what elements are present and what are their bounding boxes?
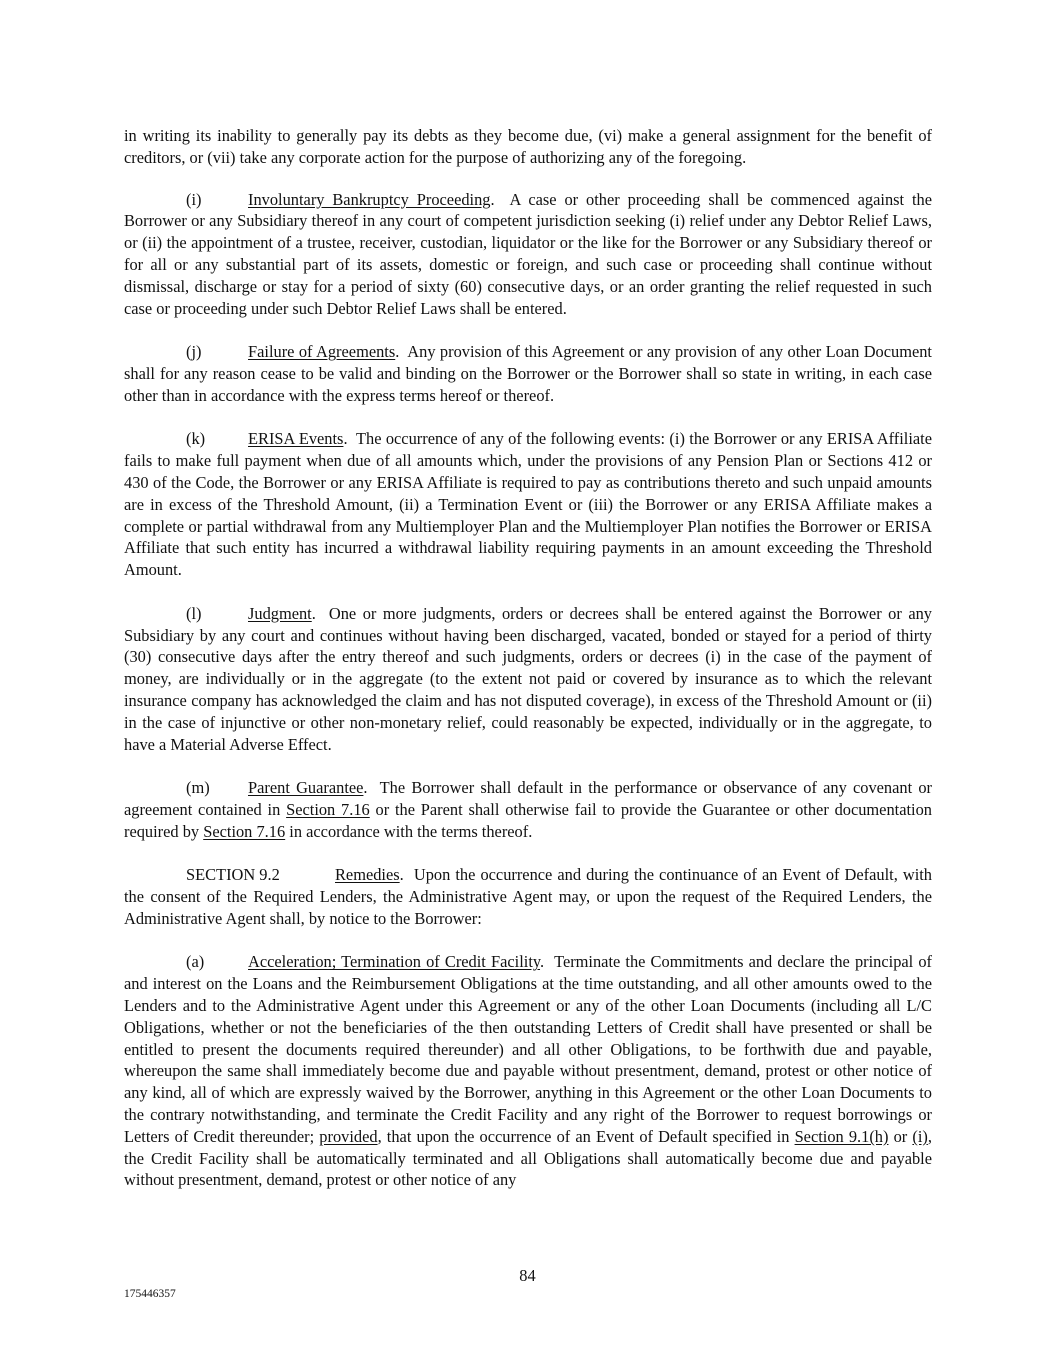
page-number: 84 [519,1266,536,1285]
clause-heading: Parent Guarantee [248,778,364,798]
clause-text: Terminate the Commitments and declare the principal of and interest on the Loans and the Reimbursement Obligations at the time outstanding, and all other amounts owed to the Lenders and to the Administrative Agent under this Agreement or any of the other Loan Documents (including all L/C Obligations, whether or not the beneficiaries of the then outstanding Letters of Credit shall have presented or shall be entitled to present the documents required thereunder) and all other Obligations, to be forthwith due and payable, whereupon the same shall immediately become due and payable without presentment, demand, protest or other notice of any kind, all of which are expressly waived by the Borrower, anything in this Agreement or the other Loan Documents to the contrary notwithstanding, and terminate the Credit Facility and any right of the Borrower to request borrowings or Letters of Credit thereunder; [124,952,932,1146]
clause-text: in accordance with the terms thereof. [289,821,533,841]
clause-text: or [893,1126,908,1146]
clause-label: (a) [186,952,205,972]
provided-term: provided [319,1126,378,1146]
paragraph-j: (j) Failure of Agreements. Any provision of this Agreement or any provision of any other Loan Document shall for any reason cease to be valid and binding on the Borrower or the Borrower shall so state in writing, in each case other than in accordance with the express terms hereof or thereof. [124,342,932,405]
clause-heading: Failure of Agreements [248,342,396,362]
document-page [124,125,932,1213]
section-reference-link[interactable]: Section 7.16 [203,821,286,841]
section-heading: Remedies [335,865,400,885]
clause-label: (k) [186,429,206,449]
paragraph-m: (m) Parent Guarantee. The Borrower shall default in the performance or observance of any covenant or agreement contained in Section 7.16 or the Parent shall otherwise fail to provide the Guarantee or other documentation required by Section 7.16 in accordance with the terms thereof. [124,778,933,841]
paragraph-k: (k) ERISA Events. The occurrence of any of the following events: (i) the Borrower or any ERISA Affiliate fails to make full payment when due of all amounts which, under the provisions of any Pension Plan or Sections 412 or 430 of the Code, the Borrower or any ERISA Affiliate is required to pay as contributions thereto and such unpaid amounts are in excess of the Threshold Amount, (ii) a Termination Event or (iii) the Borrower or any ERISA Affiliate makes a complete or partial withdrawal from any Multiemployer Plan and the Multiemployer Plan notifies the Borrower or ERISA Affiliate that such entity has incurred a withdrawal liability requiring payments in an amount exceeding the Threshold Amount. [124,429,933,580]
paragraph-continuation: in writing its inability to generally pay its debts as they become due, (vi) make a general assignment for the benefit of creditors, or (vii) take any corporate action for the purpose of authorizing any of the foregoing. [124,126,932,167]
clause-text: The Borrower shall default in the performance or observance of any covenant or agreement contained in [124,778,933,819]
paragraph-l: (l) Judgment. One or more judgments, orders or decrees shall be entered against the Borrower or any Subsidiary by any court and continues without having been discharged, vacated, bonded or stayed for a period of thirty (30) consecutive days after the entry thereof and such judgments, orders or decrees (i) in the case of the payment of money, are individually or in the aggregate (to the extent not paid or covered by insurance as to which the relevant insurance company has acknowledged the claim and has not disputed coverage), in excess of the Threshold Amount or (ii) in the case of injunctive or other non-monetary relief, could reasonably be expected, individually or in the aggregate, to have a Material Adverse Effect. [124,603,933,754]
clause-text: One or more judgments, orders or decrees shall be entered against the Borrower or any Subsidiary by any court and continues without having been discharged, vacated, bonded or stayed for a period of thirty (30) consecutive days after the entry thereof and such judgments, orders or decrees (i) in the case of the payment of money, are individually or in the aggregate (to the extent not paid or covered by insurance as to which the relevant insurance company has acknowledged the claim and has not disputed coverage), in excess of the Threshold Amount or (ii) in the case of injunctive or other non-monetary relief, could reasonably be expected, individually or in the aggregate, to have a Material Adverse Effect. [124,603,933,754]
paragraph-i: (i) Involuntary Bankruptcy Proceeding. A case or other proceeding shall be commenced against the Borrower or any Subsidiary thereof in any court of competent jurisdiction seeking (i) relief under any Debtor Relief Laws, or (ii) the appointment of a trustee, receiver, custodian, liquidator or the like for the Borrower or any Subsidiary thereof or for all or any substantial part of its assets, domestic or foreign, and such case or proceeding shall continue without dismissal, discharge or stay for a period of sixty (60) consecutive days, or an order granting the relief requested in such case or proceeding under such Debtor Relief Laws shall be entered. [124,189,933,318]
section-text: Upon the occurrence and during the continuance of an Event of Default, with the consent of the Required Lenders, the Administrative Agent may, or upon the request of the Required Lenders, the Administrative Agent shall, by notice to the Borrower: [124,865,933,928]
paragraph-section-9-2: SECTION 9.2 Remedies. Upon the occurrence and during the continuance of an Event of Default, with the consent of the Required Lenders, the Administrative Agent may, or upon the request of the Required Lenders, the Administrative Agent shall, by notice to the Borrower: [124,865,933,928]
section-reference-link[interactable]: Section 7.16 [286,799,370,819]
clause-label: (m) [186,778,210,798]
clause-heading: Acceleration; Termination of Credit Facility [248,952,541,972]
clause-label: (l) [186,603,202,623]
clause-text: , that upon the occurrence of an Event of Default specified in [377,1126,790,1146]
clause-label: (i) [186,189,202,209]
clause-text: , the Credit Facility shall be automatically terminated and all Obligations shall automatically become due and payable without presentment, demand, protest or other notice of any [124,1126,932,1190]
clause-label: (j) [186,342,202,362]
clause-heading: ERISA Events [248,429,344,449]
clause-heading: Judgment [248,603,312,623]
document-id: 175446357 [124,1288,176,1300]
section-reference-link[interactable]: (i) [912,1126,928,1146]
section-reference-link[interactable]: Section 9.1(h) [794,1126,889,1146]
paragraph-a: (a) Acceleration; Termination of Credit Facility. Terminate the Commitments and declare the principal of and interest on the Loans and the Reimbursement Obligations at the time outstanding, and all other amounts owed to the Lenders and to the Administrative Agent under this Agreement or any of the other Loan Documents (including all L/C Obligations, whether or not the beneficiaries of the then outstanding Letters of Credit shall have presented or shall be entitled to present the documents required thereunder) and all other Obligations, to be forthwith due and payable, whereupon the same shall immediately become due and payable without presentment, demand, protest or other notice of any kind, all of which are expressly waived by the Borrower, anything in this Agreement or the other Loan Documents to the contrary notwithstanding, and terminate the Credit Facility and any right of the Borrower to request borrowings or Letters of Credit thereunder; provided, that upon the occurrence of an Event of Default specified in Section 9.1(h) or (i), the Credit Facility shall be automatically terminated and all Obligations shall automatically become due and payable without presentment, demand, protest or other notice of any [124,952,932,1190]
clause-text: The occurrence of any of the following events: (i) the Borrower or any ERISA Affiliate fails to make full payment when due of all amounts which, under the provisions of any Pension Plan or Sections 412 or 430 of the Code, the Borrower or any ERISA Affiliate is required to pay as contributions thereto and such unpaid amounts are in excess of the Threshold Amount, (ii) a Termination Event or (iii) the Borrower or any ERISA Affiliate makes a complete or partial withdrawal from any Multiemployer Plan and the Multiemployer Plan notifies the Borrower or ERISA Affiliate that such entity has incurred a withdrawal liability requiring payments in an amount exceeding the Threshold Amount. [124,429,933,580]
clause-text: or the Parent shall otherwise fail to provide the Guarantee or other documentation required by [124,799,932,841]
section-number: SECTION 9.2 [186,865,280,885]
clause-heading: Involuntary Bankruptcy Proceeding [248,189,491,209]
clause-text: A case or other proceeding shall be commenced against the Borrower or any Subsidiary thereof in any court of competent jurisdiction seeking (i) relief under any Debtor Relief Laws, or (ii) the appointment of a trustee, receiver, custodian, liquidator or the like for the Borrower or any Subsidiary thereof or for all or any substantial part of its assets, domestic or foreign, and such case or proceeding shall continue without dismissal, discharge or stay for a period of sixty (60) consecutive days, or an order granting the relief requested in such case or proceeding under such Debtor Relief Laws shall be entered. [124,189,933,318]
clause-text: Any provision of this Agreement or any provision of any other Loan Document shall for any reason cease to be valid and binding on the Borrower or the Borrower shall so state in writing, in each case other than in accordance with the express terms hereof or thereof. [124,342,932,405]
